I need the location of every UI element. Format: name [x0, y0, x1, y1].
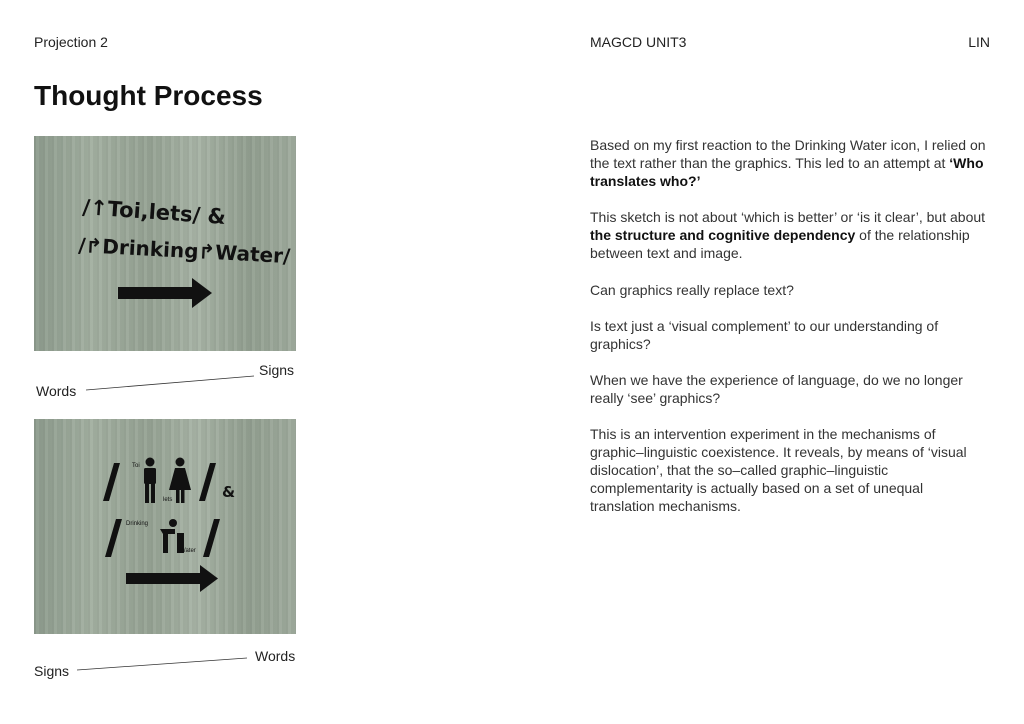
sign-ampersand: &	[222, 483, 236, 501]
label-words: Words	[255, 648, 296, 664]
paragraph-question-see: When we have the experience of language, do we no longer really ‘see’ graphics?	[590, 372, 963, 406]
label-signs: Signs	[34, 663, 70, 679]
paragraph-question-replace: Can graphics really replace text?	[590, 282, 794, 298]
page-title: Thought Process	[34, 80, 263, 111]
header-author-label: LIN	[968, 34, 990, 50]
sign-text-drinking-water: /↱Drinking↱Water/	[77, 233, 291, 269]
sign-label-toi: Toi	[132, 463, 140, 469]
paragraph-sketch-purpose: This sketch is not about ‘which is better’ or ‘is it clear’, but about the structure and cognitive dependency of the relationship between text and image.	[590, 209, 986, 261]
header-unit-label: MAGCD UNIT3	[590, 34, 687, 50]
paragraph-conclusion: This is an intervention experiment in the mechanisms of graphic–linguistic coexistence. It reveals, by means of ‘visual dislocation’, that the so–called graphic–linguistic complementarity is actually based on a set of unequal translation mechanisms.	[590, 426, 967, 514]
sign-label-drinking: Drinking	[126, 521, 149, 527]
sign-label-water: Water	[180, 548, 196, 554]
sign-text-toilets: /↑Toi,lets/ &	[81, 195, 227, 230]
paragraph-first-reaction: Based on my first reaction to the Drinking Water icon, I relied on the text rather than the graphics. This led to an attempt at ‘Who translates who?’	[590, 137, 986, 189]
emphasis-who-translates: ‘Who translates who?’	[590, 155, 984, 189]
label-signs: Signs	[259, 362, 295, 378]
header-project-label: Projection 2	[34, 34, 108, 50]
emphasis-structure-dependency: the structure and cognitive dependency	[590, 227, 856, 243]
sign-label-lets: lets	[163, 497, 173, 503]
paragraph-question-complement: Is text just a ‘visual complement’ to our understanding of graphics?	[590, 318, 939, 352]
label-words: Words	[36, 383, 77, 399]
